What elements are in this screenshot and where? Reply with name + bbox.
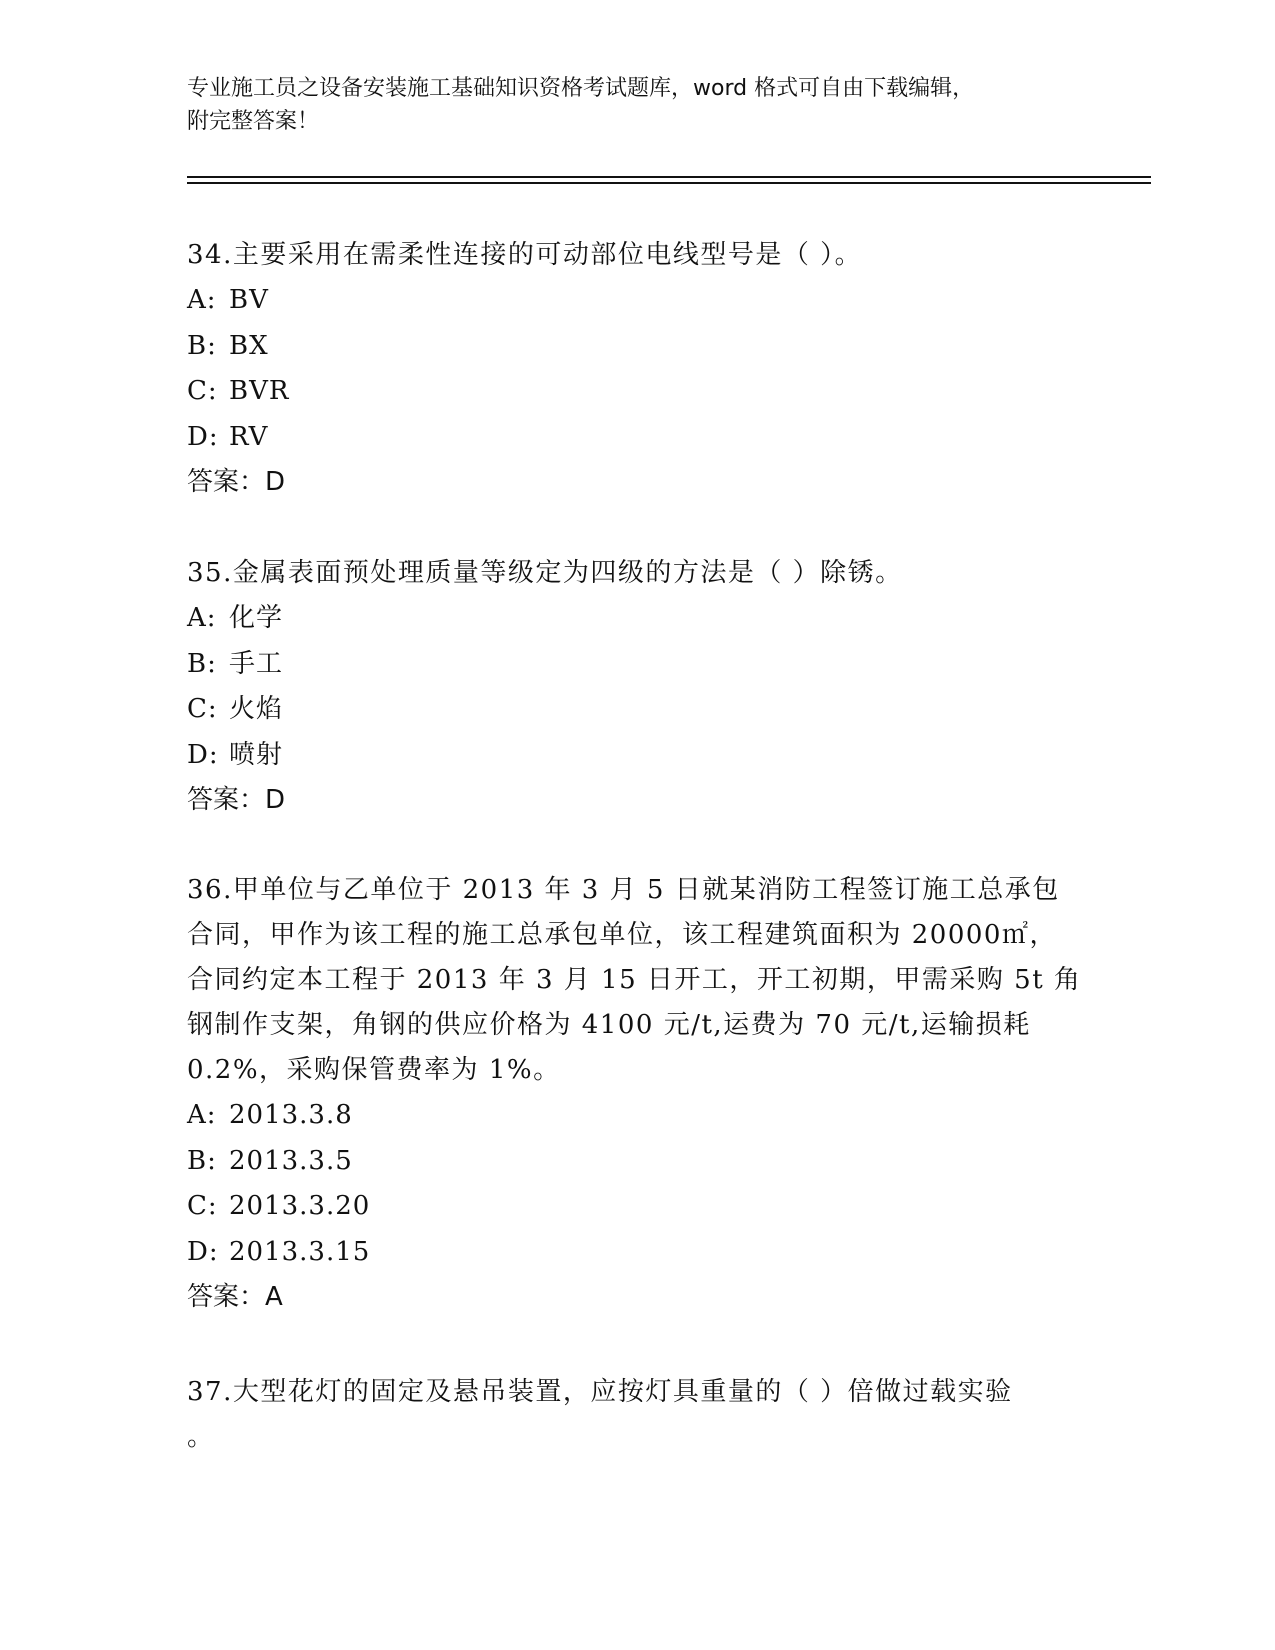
question-35 xyxy=(187,551,1067,823)
option-key: D: xyxy=(187,421,219,452)
option-c xyxy=(187,687,1067,733)
answer-line: 答案：A xyxy=(187,1282,283,1312)
option-key: D: xyxy=(187,739,219,770)
option-key: D: xyxy=(187,1236,219,1267)
answer-line: 答案：D xyxy=(187,785,286,815)
option-key: B: xyxy=(187,1145,217,1176)
question-stem-line: 36.甲单位与乙单位于 2013 年 3 月 5 日就某消防工程签订施工总承包 xyxy=(187,875,1060,905)
option-text: 2013.3.8 xyxy=(229,1100,353,1130)
header-divider-top xyxy=(187,176,1151,178)
question-34 xyxy=(187,233,1067,505)
question-stem: 34.主要采用在需柔性连接的可动部位电线型号是（ ）。 xyxy=(187,240,863,270)
document-header xyxy=(187,72,1087,138)
question-stem-line: 。 xyxy=(187,1422,215,1452)
option-key: B: xyxy=(187,330,217,361)
option-text: 手工 xyxy=(229,648,284,679)
option-text: BVR xyxy=(229,376,290,406)
option-text: 喷射 xyxy=(229,739,284,770)
option-key: A: xyxy=(187,1100,217,1130)
header-line-1: 专业施工员之设备安装施工基础知识资格考试题库，word 格式可自由下载编辑， xyxy=(187,76,975,101)
option-key: A: xyxy=(187,603,217,633)
option-a xyxy=(187,278,1067,324)
option-d xyxy=(187,415,1067,461)
option-key: B: xyxy=(187,648,217,679)
option-b xyxy=(187,642,1067,688)
option-b xyxy=(187,1139,1067,1185)
option-text: BX xyxy=(229,330,269,361)
option-text: 火焰 xyxy=(229,694,284,724)
option-key: A: xyxy=(187,285,217,315)
option-c xyxy=(187,1184,1067,1230)
question-stem-line: 0.2%，采购保管费率为 1%。 xyxy=(187,1055,561,1085)
option-c xyxy=(187,369,1067,415)
question-stem-line: 合同约定本工程于 2013 年 3 月 15 日开工，开工初期，甲需采购 5t 角 xyxy=(187,965,1082,995)
option-text: 2013.3.20 xyxy=(229,1191,371,1221)
option-key: C: xyxy=(187,694,218,724)
option-text: RV xyxy=(229,421,269,452)
question-stem-line: 37.大型花灯的固定及悬吊装置，应按灯具重量的（ ）倍做过载实验 xyxy=(187,1377,1013,1407)
option-text: BV xyxy=(229,285,269,315)
question-stem-line: 钢制作支架，角钢的供应价格为 4100 元/t,运费为 70 元/t,运输损耗 xyxy=(187,1010,1031,1040)
question-37 xyxy=(187,1370,1067,1460)
option-text: 2013.3.5 xyxy=(229,1145,353,1176)
header-line-2: 附完整答案！ xyxy=(187,109,320,134)
question-stem: 35.金属表面预处理质量等级定为四级的方法是（ ）除锈。 xyxy=(187,558,903,588)
option-a xyxy=(187,596,1067,642)
option-a xyxy=(187,1093,1067,1139)
option-text: 化学 xyxy=(229,603,284,633)
option-key: C: xyxy=(187,376,218,406)
option-text: 2013.3.15 xyxy=(229,1236,371,1267)
header-divider-bottom xyxy=(187,182,1151,184)
option-d xyxy=(187,1230,1067,1276)
question-stem-line: 合同，甲作为该工程的施工总承包单位，该工程建筑面积为 20000㎡， xyxy=(187,920,1057,950)
option-b xyxy=(187,324,1067,370)
option-key: C: xyxy=(187,1191,218,1221)
question-36 xyxy=(187,868,1082,1320)
answer-line: 答案：D xyxy=(187,467,286,497)
option-d xyxy=(187,733,1067,779)
